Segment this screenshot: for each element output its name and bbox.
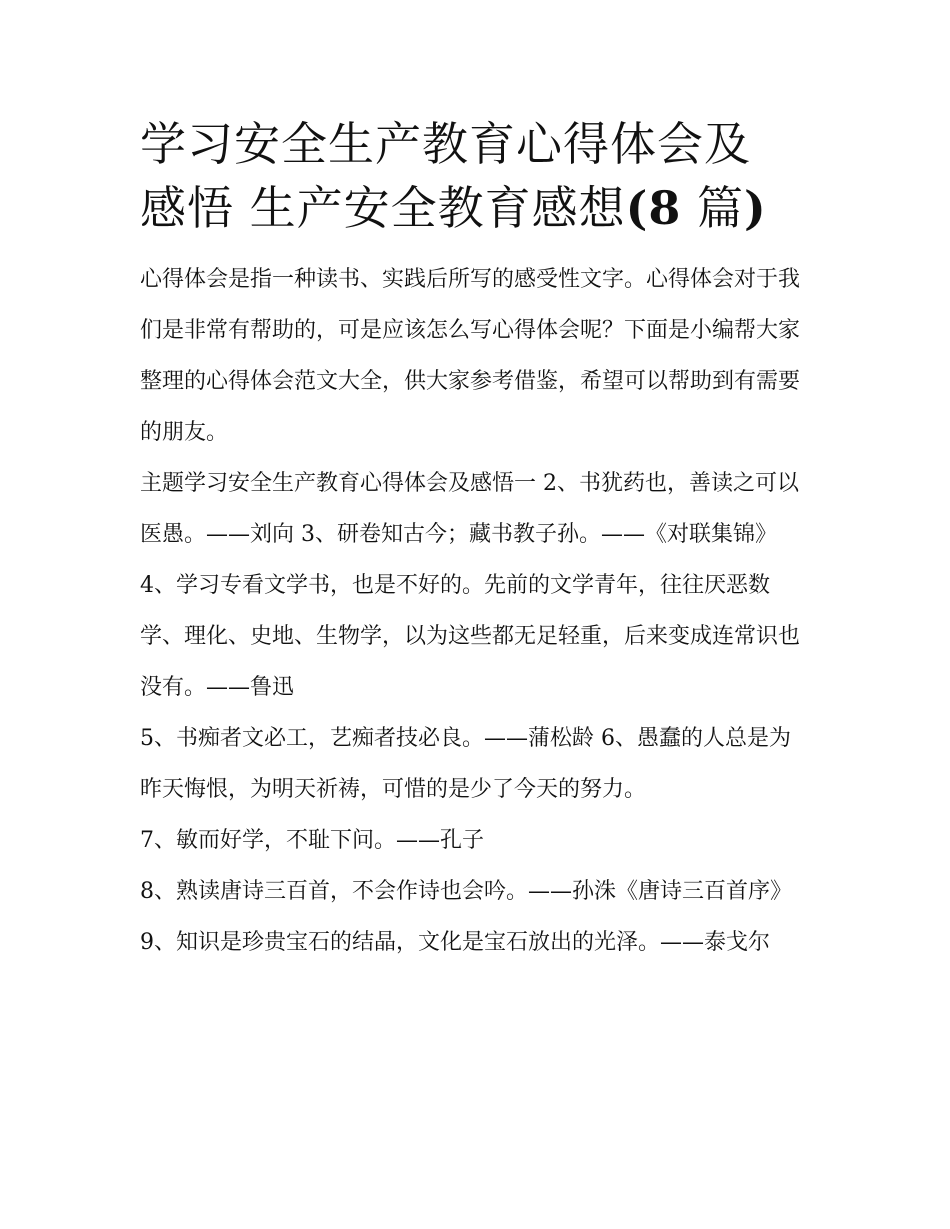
title-line-2-prefix: 感悟 生产安全教育感想 xyxy=(140,181,626,235)
title-count: (8 xyxy=(625,181,682,235)
title-unit: 篇 xyxy=(697,181,745,235)
document-title xyxy=(140,112,812,240)
paragraph-quote-8-9: 8、熟读唐诗三百首，不会作诗也会吟。——孙洙《唐诗三百首序》 9、知识是珍贵宝石的结晶，文化是宝石放出的光泽。——泰戈尔 xyxy=(140,879,792,955)
title-line-2 xyxy=(140,176,812,240)
paragraph-quote-4: 4、学习专看文学书，也是不好的。先前的文学青年，往往厌恶数学、理化、史地、生物学，以为这些都无足轻重，后来变成连常识也没有。——鲁迅 xyxy=(140,573,801,700)
paragraph-quote-2-3: 主题学习安全生产教育心得体会及感悟一 2、书犹药也，善读之可以医愚。——刘向 3、研卷知古今；藏书教子孙。——《对联集锦》 xyxy=(140,471,799,547)
paragraph-intro: 心得体会是指一种读书、实践后所写的感受性文字。心得体会对于我们是非常有帮助的，可是应该怎么写心得体会呢？下面是小编帮大家整理的心得体会范文大全，供大家参考借鉴，希望可以帮助到有需要的朋友。 xyxy=(140,267,801,445)
paragraph-quote-5-6: 5、书痴者文必工，艺痴者技必良。——蒲松龄 6、愚蠢的人总是为昨天悔恨，为明天祈祷，可惜的是少了今天的努力。 xyxy=(140,726,791,802)
document-page xyxy=(140,112,812,968)
title-close-paren: ) xyxy=(744,181,767,235)
paragraph-quote-7: 7、敏而好学，不耻下问。——孔子 xyxy=(140,828,484,853)
title-line-1: 学习安全生产教育心得体会及 xyxy=(140,117,751,171)
